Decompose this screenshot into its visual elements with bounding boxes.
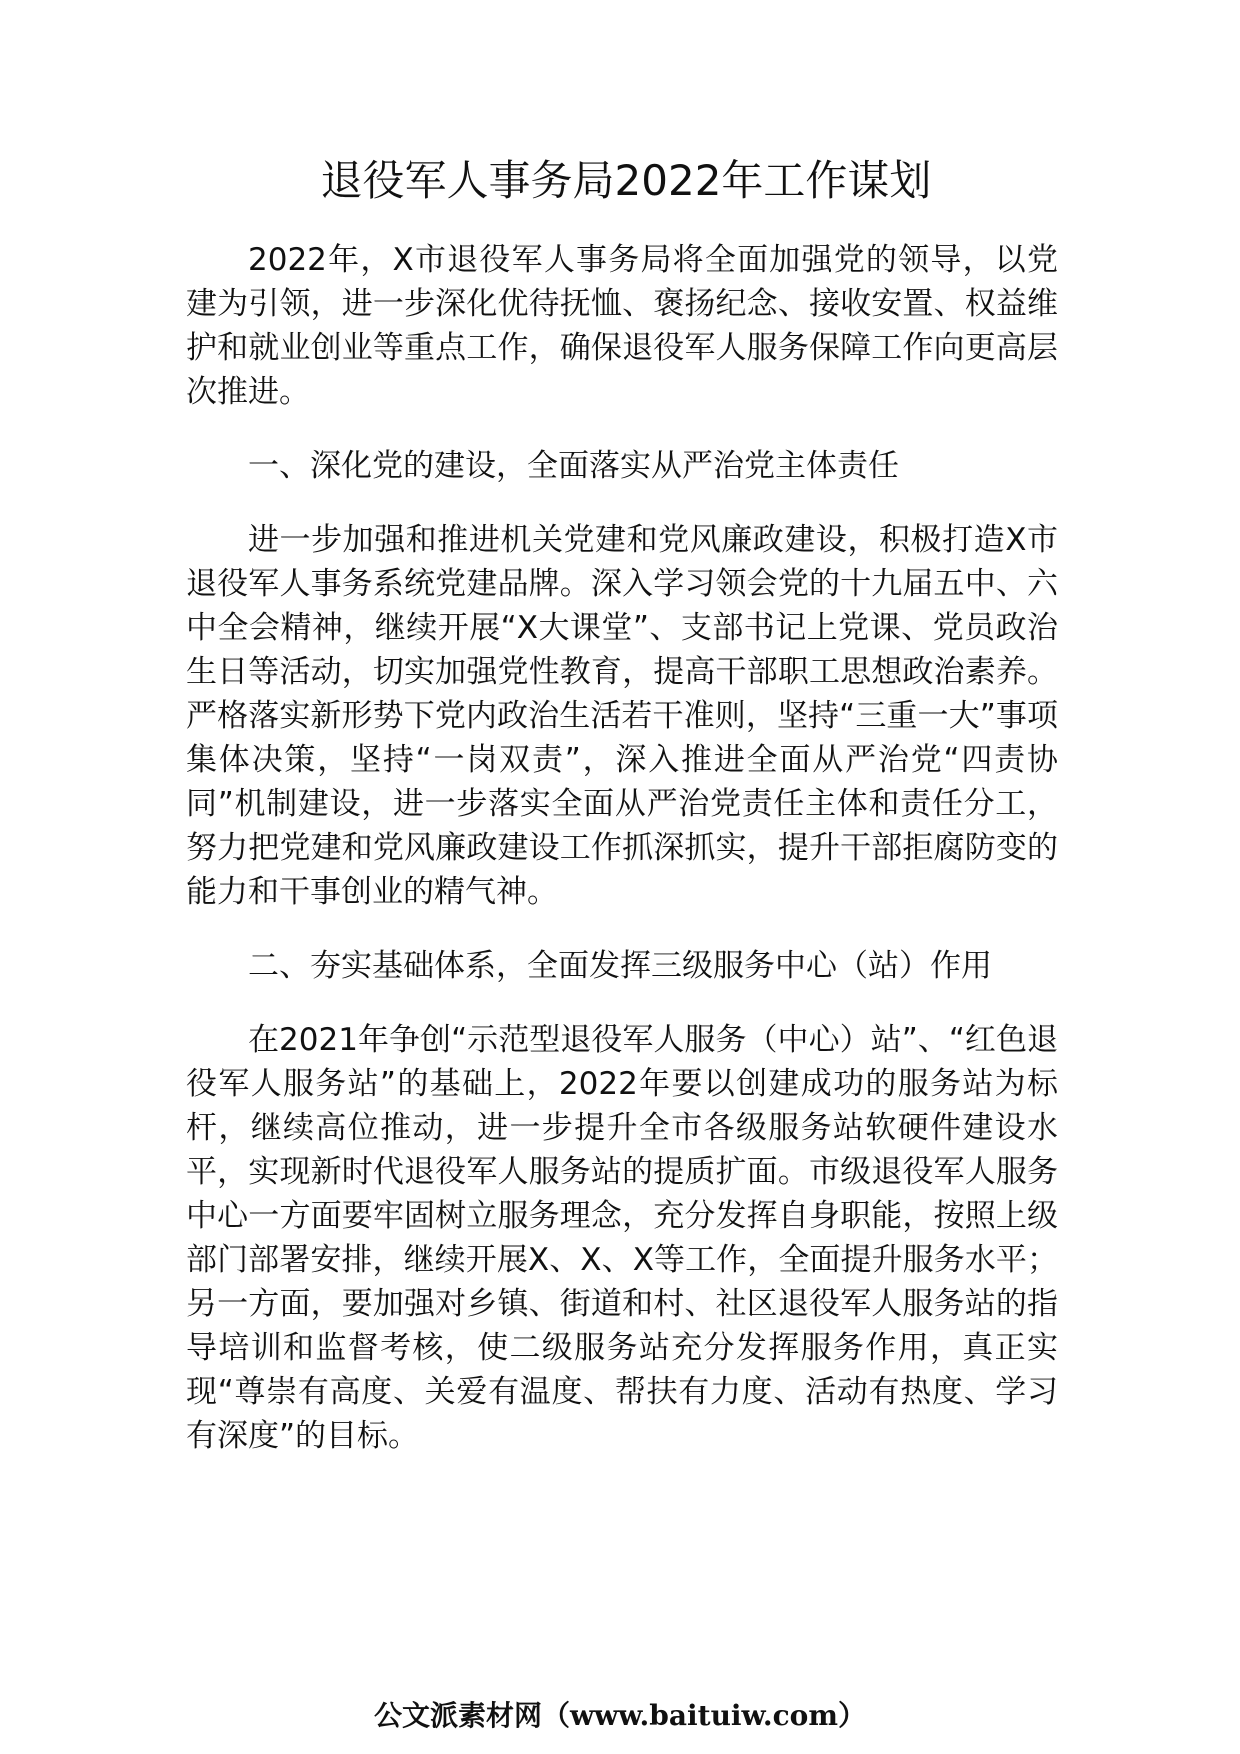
section-paragraph-1: 进一步加强和推进机关党建和党风廉政建设，积极打造X市退役军人事务系统党建品牌。深入学习领会党的十九届五中、六中全会精神，继续开展“X大课堂”、支部书记上党课、党员政治生日等活动，切实加强党性教育，提高干部职工思想政治素养。严格落实新形势下党内政治生活若干准则，坚持“三重一大”事项集体决策，坚持“一岗双责”，深入推进全面从严治党“四责协同”机制建设，进一步落实全面从严治党责任主体和责任分工，努力把党建和党风廉政建设工作抓深抓实，提升干部拒腐防变的能力和干事创业的精气神。 (186, 522, 1058, 910)
document-title: 退役军人事务局2022年工作谋划 (320, 156, 932, 205)
footer-source-text: 公文派素材网（www.baituiw.com） (374, 1699, 866, 1732)
document-body (186, 238, 1058, 1488)
intro-paragraph: 2022年，X市退役军人事务局将全面加强党的领导，以党建为引领，进一步深化优待抚恤、褒扬纪念、接收安置、权益维护和就业创业等重点工作，确保退役军人服务保障工作向更高层次推进。 (186, 242, 1058, 410)
section-heading-1: 一、深化党的建设，全面落实从严治党主体责任 (248, 448, 899, 484)
section-paragraph-2: 在2021年争创“示范型退役军人服务（中心）站”、“红色退役军人服务站”的基础上，2022年要以创建成功的服务站为标杆，继续高位推动，进一步提升全市各级服务站软硬件建设水平，实现新时代退役军人服务站的提质扩面。市级退役军人服务中心一方面要牢固树立服务理念，充分发挥自身职能，按照上级部门部署安排，继续开展X、X、X等工作，全面提升服务水平；另一方面，要加强对乡镇、街道和村、社区退役军人服务站的指导培训和监督考核，使二级服务站充分发挥服务作用，真正实现“尊崇有高度、关爱有温度、帮扶有力度、活动有热度、学习有深度”的目标。 (186, 1022, 1058, 1454)
section-heading-2: 二、夯实基础体系，全面发挥三级服务中心（站）作用 (248, 948, 992, 984)
